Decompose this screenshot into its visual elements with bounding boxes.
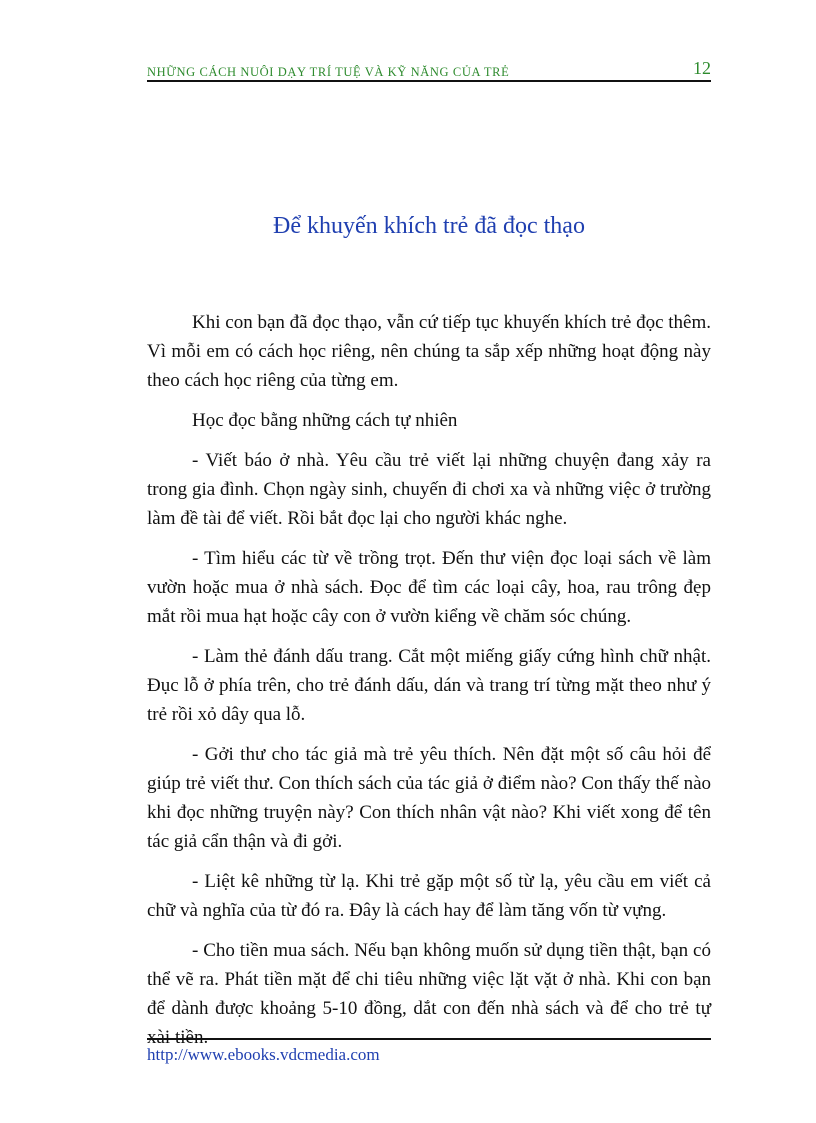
paragraph-subheading: Học đọc bằng những cách tự nhiên (192, 410, 458, 431)
chapter-title: Để khuyến khích trẻ đã đọc thạo (273, 213, 585, 239)
footer-divider (147, 1038, 711, 1040)
paragraph-book-money: - Cho tiền mua sách. Nếu bạn không muốn sử dụng tiền thật, bạn có thể vẽ ra. Phát tiền mặt để chi tiêu những việc lặt vặt ở nhà. Khi con bạn để dành được khoảng 5-10 đồng, dắt con đến nhà sách và để cho trẻ tự xài tiền. (147, 940, 711, 1048)
header-divider (147, 80, 711, 82)
page-number: 12 (693, 58, 711, 78)
running-header-title: NHỮNG CÁCH NUÔI DẠY TRÍ TUỆ VÀ KỸ NĂNG CỦA TRẺ (147, 65, 510, 79)
paragraph-intro: Khi con bạn đã đọc thạo, vẫn cứ tiếp tục khuyến khích trẻ đọc thêm. Vì mỗi em có cách học riêng, nên chúng ta sắp xếp những hoạt động này theo cách học riêng của từng em. (147, 312, 711, 391)
paragraph-bookmark: - Làm thẻ đánh dấu trang. Cắt một miếng giấy cứng hình chữ nhật. Đục lỗ ở phía trên, cho trẻ đánh dấu, dán và trang trí từng mặt theo như ý trẻ rồi xỏ dây qua lỗ. (147, 646, 711, 725)
paragraph-letter: - Gởi thư cho tác giả mà trẻ yêu thích. Nên đặt một số câu hỏi để giúp trẻ viết thư. Con thích sách của tác giả ở điểm nào? Con thấy thế nào khi đọc những truyện này? Con thích nhân vật nào? Khi viết xong để tên tác giả cẩn thận và đi gởi. (147, 744, 711, 852)
footer-url-link[interactable]: http://www.ebooks.vdcmedia.com (147, 1045, 380, 1064)
body-text (147, 308, 711, 1063)
paragraph-new-words: - Liệt kê những từ lạ. Khi trẻ gặp một số từ lạ, yêu cầu em viết cả chữ và nghĩa của từ đó ra. Đây là cách hay để làm tăng vốn từ vựng. (147, 871, 711, 921)
paragraph-newspaper: - Viết báo ở nhà. Yêu cầu trẻ viết lại những chuyện đang xảy ra trong gia đình. Chọn ngày sinh, chuyến đi chơi xa và những việc ở trường làm đề tài để viết. Rồi bắt đọc lại cho người khác nghe. (147, 450, 711, 529)
page-header (147, 58, 711, 80)
paragraph-gardening: - Tìm hiểu các từ về trồng trọt. Đến thư viện đọc loại sách về làm vườn hoặc mua ở nhà sách. Đọc để tìm các loại cây, hoa, rau trông đẹp mắt rồi mua hạt hoặc cây con ở vườn kiểng về chăm sóc chúng. (147, 548, 711, 627)
